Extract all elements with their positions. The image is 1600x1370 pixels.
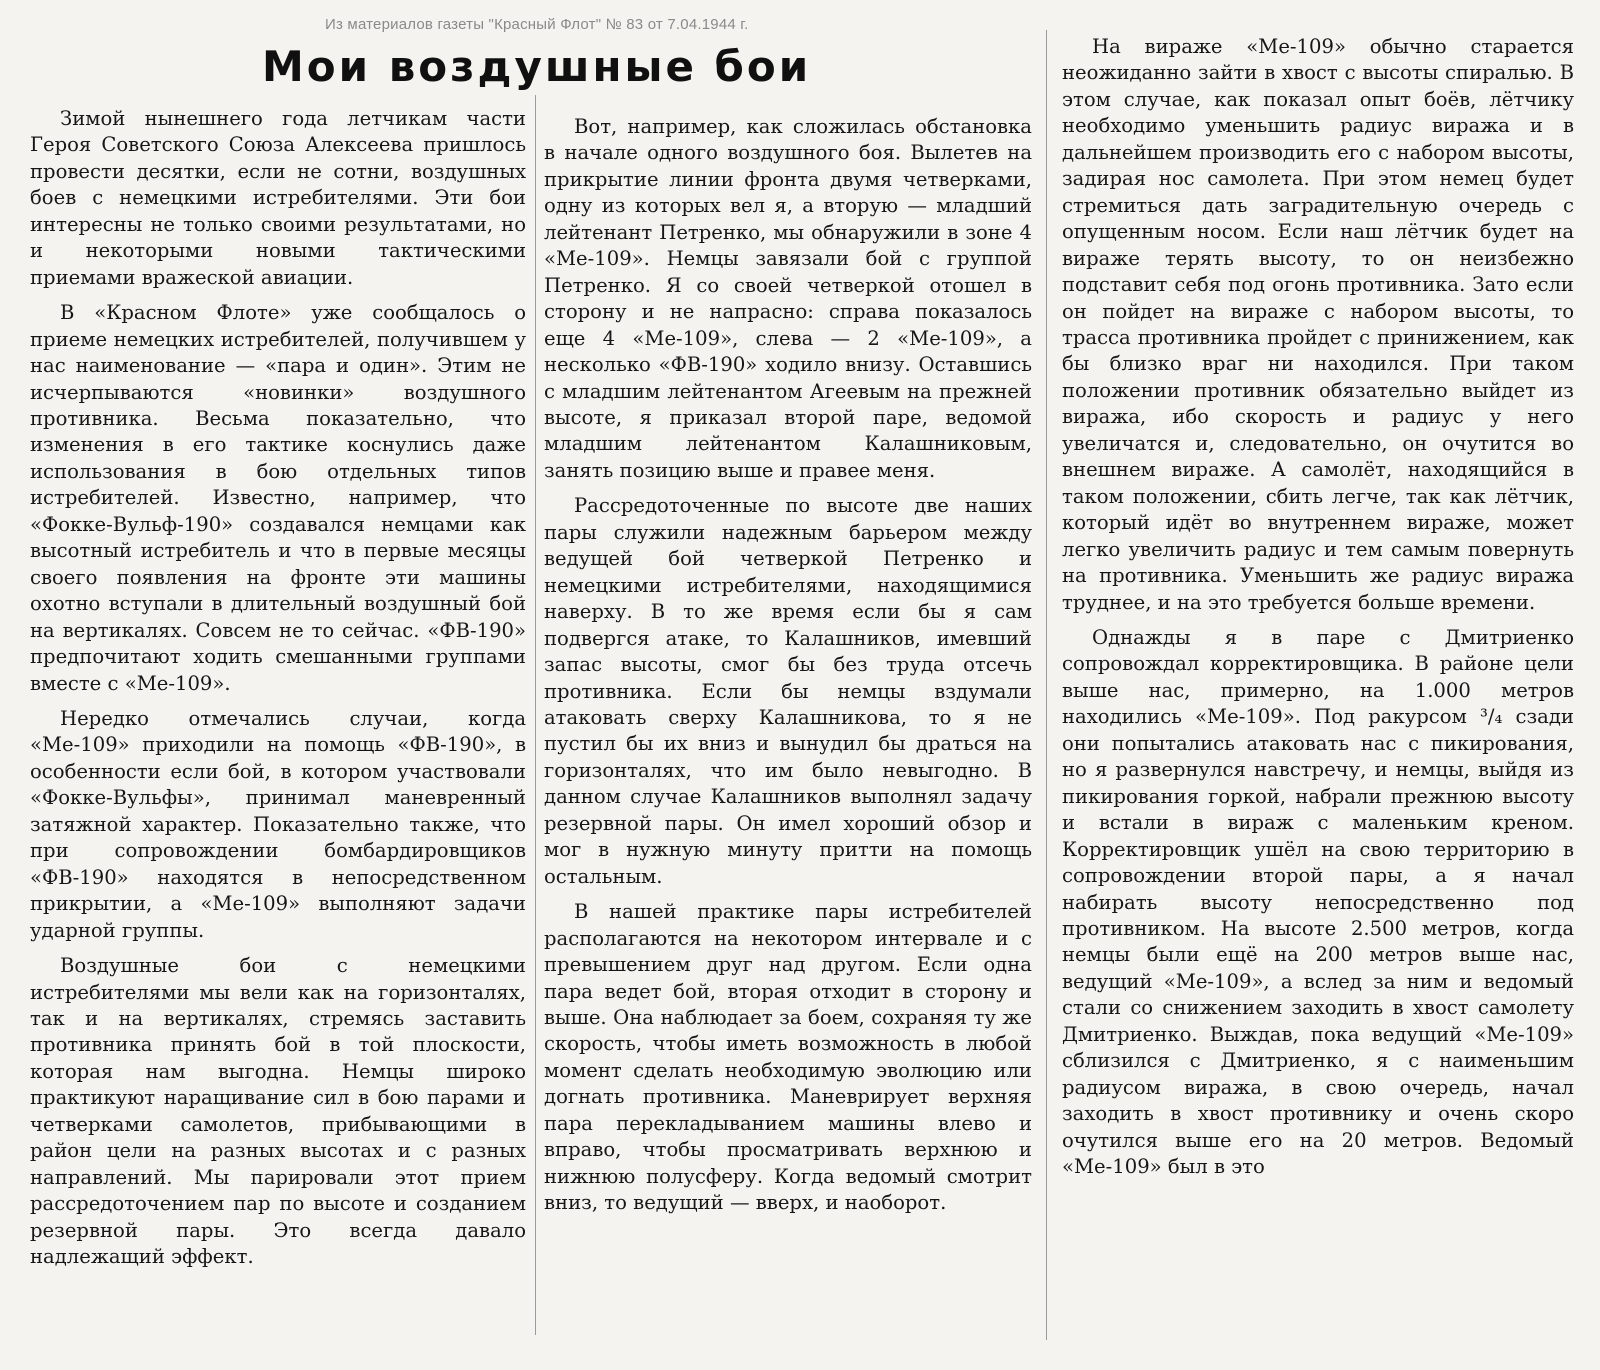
column-divider xyxy=(535,95,536,1335)
paragraph: В «Красном Флоте» уже сообщалось о приеме немецких истребителей, получившем у нас наименование — «пара и один». Этим не исчерпываются «новинки» воздушного противника. Весьма показательно, что изменения в его тактике коснулись даже использования в бою отдельных типов истребителей. Известно, например, что «Фокке-Вульф-190» создавался немцами как высотный истребитель и что в первые месяцы своего появления на фронте эти машины охотно вступали в длительный воздушный бой на вертикалях. Совсем не то сейчас. «ФВ-190» предпочитают ходить смешанными группами вместе с «Ме-109». xyxy=(30,301,526,695)
article-column-3 xyxy=(1062,34,1574,1189)
paragraph: Нередко отмечались случаи, когда «Ме-109» приходили на помощь «ФВ-190», в особенности если бой, в котором участвовали «Фокке-Вульфы», принимал маневренный затяжной характер. Показательно также, что при сопровождении бомбардировщиков «ФВ-190» находятся в непосредственном прикрытии, а «Ме-109» выполняют задачи ударной группы. xyxy=(30,706,526,942)
article-column-2 xyxy=(544,114,1032,1226)
paragraph: Воздушные бои с немецкими истребителями мы вели как на горизонталях, так и на вертикалях, стремясь заставить противника принять бой в той плоскости, которая нам выгодна. Немцы широко практикуют наращивание сил в бою парами и четверками самолетов, прибывающими в район цели на разных высотах и с разных направлений. Мы парировали этот прием рассредоточением пар по высоте и созданием резервной пары. Это всегда давало надлежащий эффект. xyxy=(30,954,526,1269)
source-note: Из материалов газеты "Красный Флот" № 83 от 7.04.1944 г. xyxy=(325,16,749,33)
article-headline: Мои воздушные бои xyxy=(262,42,812,91)
paragraph: Однажды я в паре с Дмитриенко сопровождал корректировщика. В районе цели выше нас, примерно, на 1.000 метров находились «Ме-109». Под ракурсом ³/₄ сзади они попытались атаковать нас с пикирования, но я развернулся навстречу, и немцы, выйдя из пикирования горкой, набрали прежнюю высоту и встали в вираж с маленьким креном. Корректировщик ушёл на свою территорию в сопровождении второй пары, а я начал набирать высоту непосредственно под противником. На высоте 2.500 метров, когда немцы были ещё на 200 метров выше нас, ведущий «Ме-109», а вслед за ним и ведомый стали со снижением заходить в хвост самолету Дмитриенко. Выждав, пока ведущий «Ме-109» сблизился с Дмитриенко, я с наименьшим радиусом виража, в свою очередь, начал заходить в хвост противнику и очень скоро очутился выше его на 20 метров. Ведомый «Ме-109» был в это xyxy=(1062,625,1574,1179)
paragraph: Рассредоточенные по высоте две наших пары служили надежным барьером между ведущей бой четверкой Петренко и немецкими истребителями, находящимися наверху. В то же время если бы я сам подвергся атаке, то Калашников, имевший запас высоты, смог бы без труда отсечь противника. Если бы немцы вздумали атаковать сверху Калашникова, то я не пустил бы их вниз и вынудил бы драться на горизонталях, что им было невыгодно. В данном случае Калашников выполнял задачу резервной пары. Он имел хороший обзор и мог в нужную минуту притти на помощь остальным. xyxy=(544,494,1032,888)
paragraph: На вираже «Ме-109» обычно старается неожиданно зайти в хвост с высоты спиралью. В этом случае, как показал опыт боёв, лётчику необходимо уменьшить радиус виража и в дальнейшем производить его с набором высоты, задирая нос самолета. При этом немец будет стремиться дать заградительную очередь с опущенным носом. Если наш лётчик будет на вираже терять высоту, то он неизбежно подставит себя под огонь противника. Зато если он пойдет на вираже с набором высоты, то трасса противника пройдет с принижением, как бы близко враг ни находился. При таком положении противник обязательно выйдет из виража, ибо скорость и радиус у него увеличатся и, следовательно, он очутится во внешнем вираже. А самолёт, находящийся в таком положении, сбить легче, так как лётчик, который идёт во внутреннем вираже, может легко увеличить радиус и тем самым повернуть на противника. Уменьшить же радиус виража труднее, и на это требуется больше времени. xyxy=(1062,35,1574,614)
paragraph: Вот, например, как сложилась обстановка в начале одного воздушного боя. Вылетев на прикрытие линии фронта двумя четверками, одну из которых вел я, а вторую — младший лейтенант Петренко, мы обнаружили в зоне 4 «Ме-109». Немцы завязали бой с группой Петренко. Я со своей четверкой отошел в сторону и не напрасно: справа показалось еще 4 «Ме-109», слева — 2 «Ме-109», а несколько «ФВ-190» ходило внизу. Оставшись с младшим лейтенантом Агеевым на прежней высоте, я приказал второй паре, ведомой младшим лейтенантом Калашниковым, занять позицию выше и правее меня. xyxy=(544,115,1032,482)
paragraph: В нашей практике пары истребителей располагаются на некотором интервале и с превышением друг над другом. Если одна пара ведет бой, вторая отходит в сторону и выше. Она наблюдает за боем, сохраняя ту же скорость, чтобы иметь возможность в любой момент сделать необходимую эволюцию или догнать противника. Маневрирует верхняя пара перекладыванием машины влево и вправо, чтобы просматривать верхнюю и нижнюю полусферу. Когда ведомый смотрит вниз, то ведущий — вверх, и наоборот. xyxy=(544,900,1032,1215)
paragraph: Зимой нынешнего года летчикам части Героя Советского Союза Алексеева пришлось провести десятки, если не сотни, воздушных боев с немецкими истребителями. Эти бои интересны не только своими результатами, но и некоторыми новыми тактическими приемами вражеской авиации. xyxy=(30,107,526,289)
column-divider xyxy=(1046,30,1047,1340)
article-column-1 xyxy=(30,106,526,1279)
